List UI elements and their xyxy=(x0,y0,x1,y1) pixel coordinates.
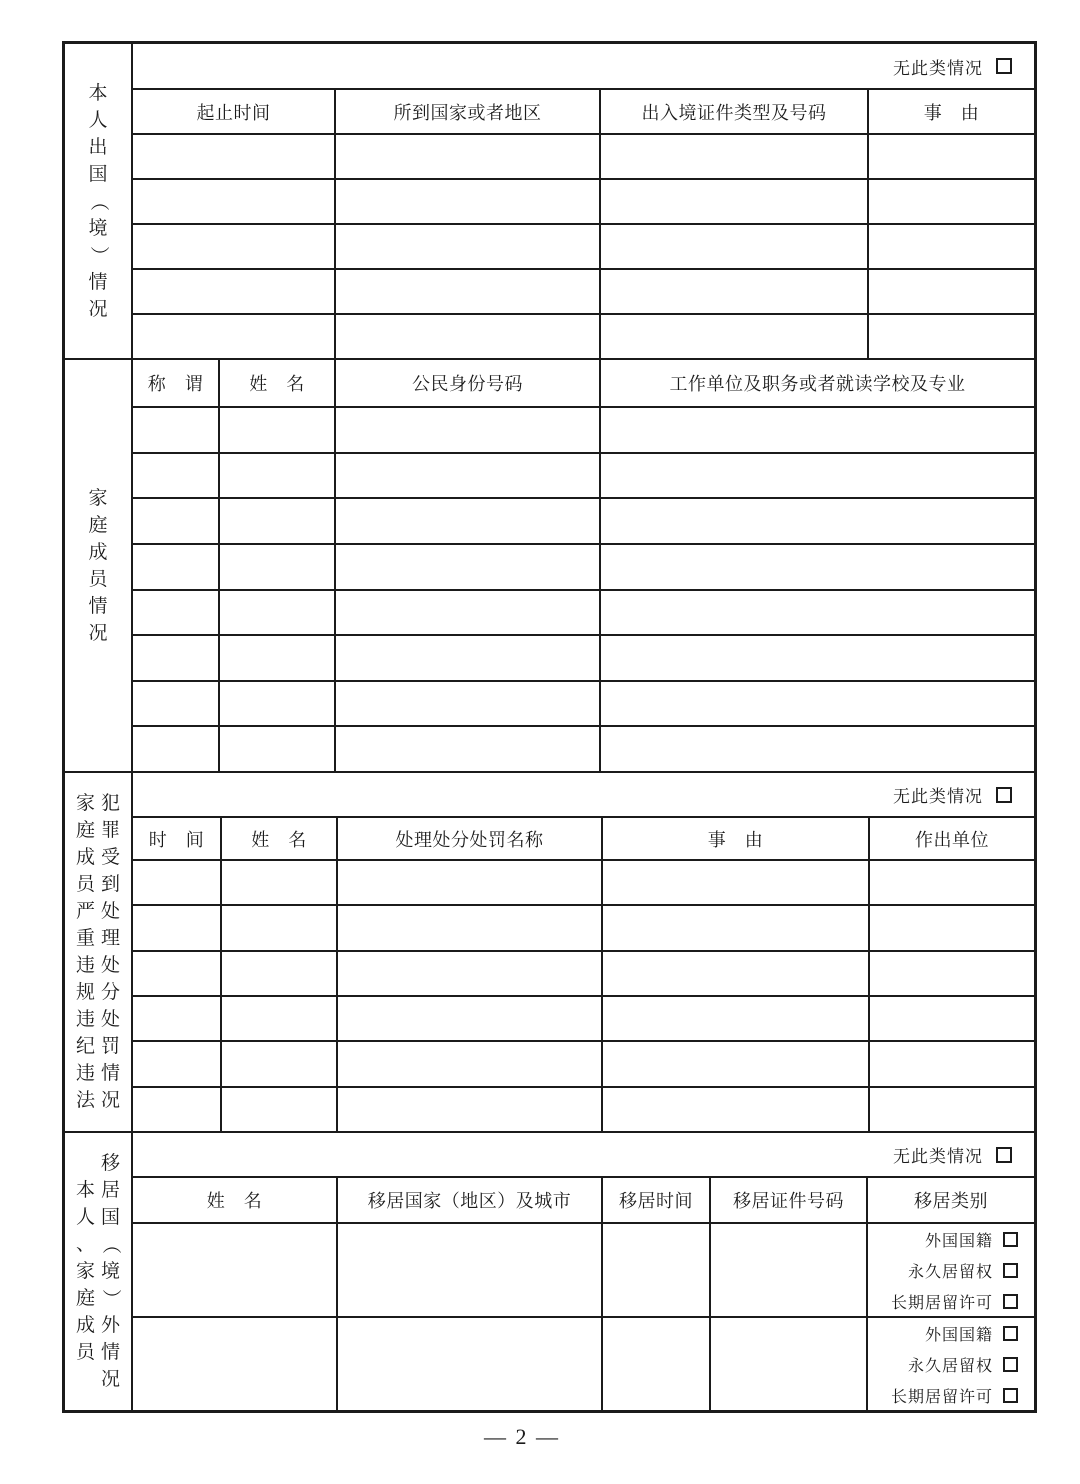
data-cell xyxy=(336,315,601,358)
section-label-char: 严 xyxy=(75,901,95,922)
section-emigration xyxy=(65,1133,1034,1410)
data-cell xyxy=(133,454,220,498)
section-label-char: 出 xyxy=(88,136,108,158)
emigration-option xyxy=(868,1259,1018,1282)
section-label-char: 成 xyxy=(75,847,95,868)
data-cell xyxy=(336,270,601,313)
section-label-char: 员 xyxy=(88,568,108,590)
section-label-char: （ xyxy=(87,191,109,211)
column-header-label: 称 谓 xyxy=(147,374,204,394)
data-cell xyxy=(133,682,220,726)
section-label-char: 情 xyxy=(88,595,108,617)
data-cell xyxy=(601,636,1034,680)
data-cell xyxy=(133,1042,222,1085)
table-row xyxy=(133,545,1034,591)
data-cell xyxy=(870,861,1034,904)
section-label-column xyxy=(75,790,96,1114)
data-cell xyxy=(603,906,870,949)
data-cell xyxy=(133,906,222,949)
table-row xyxy=(133,135,1034,180)
data-cell xyxy=(601,499,1034,543)
data-cell xyxy=(869,225,1034,268)
data-cell xyxy=(603,952,870,995)
column-header xyxy=(601,360,1034,406)
data-cell xyxy=(601,591,1034,635)
column-header-label: 事 由 xyxy=(923,102,980,123)
no-case-checkbox[interactable] xyxy=(996,1147,1012,1163)
personal-matters-form xyxy=(62,41,1037,1413)
data-cell xyxy=(603,1318,711,1410)
section-content-personal-abroad xyxy=(133,44,1034,358)
data-cell xyxy=(222,906,338,949)
data-cell xyxy=(601,682,1034,726)
section-label-char: 况 xyxy=(100,1369,120,1390)
section-label-char: 境 xyxy=(88,217,108,239)
emigration-option-checkbox[interactable] xyxy=(1003,1263,1018,1278)
section-label-char: 理 xyxy=(100,928,120,949)
emigration-option-label: 永久居留权 xyxy=(907,1263,993,1281)
data-cell xyxy=(133,225,336,268)
data-cell xyxy=(338,906,603,949)
section-label-char: 纪 xyxy=(75,1036,95,1057)
data-cell xyxy=(222,1042,338,1085)
section-content-emigration xyxy=(133,1133,1034,1410)
data-cell xyxy=(133,861,222,904)
section-label-char: 犯 xyxy=(100,793,120,814)
section-label-char: 况 xyxy=(88,622,108,644)
section-label-char: 罚 xyxy=(100,1036,120,1057)
section-label-char: 家 xyxy=(75,1261,95,1282)
data-cell xyxy=(336,545,601,589)
section-label-char: 人 xyxy=(75,1207,95,1228)
table-row xyxy=(133,1042,1034,1087)
data-cell xyxy=(601,135,869,178)
data-cell xyxy=(220,545,336,589)
section-label-char: 庭 xyxy=(88,514,108,536)
data-cell xyxy=(133,727,220,771)
section-label-char: ） xyxy=(87,245,109,265)
table-row xyxy=(133,906,1034,951)
header-row xyxy=(133,1178,1034,1224)
column-header-label: 移居时间 xyxy=(619,1191,693,1211)
section-label-column xyxy=(75,1177,96,1366)
section-content-family-punishment xyxy=(133,773,1034,1131)
table-row xyxy=(133,408,1034,454)
emigration-option-label: 外国国籍 xyxy=(924,1232,993,1250)
section-label-column xyxy=(88,485,109,647)
data-cell xyxy=(133,1224,338,1316)
section-label-char: 家 xyxy=(75,793,95,814)
data-cell xyxy=(601,545,1034,589)
section-label-char: 违 xyxy=(75,1009,95,1030)
data-cell xyxy=(336,682,601,726)
column-header-label: 姓 名 xyxy=(251,829,307,850)
column-header xyxy=(133,90,336,133)
section-label-char: 人 xyxy=(88,109,108,131)
table-row xyxy=(133,727,1034,771)
data-cell xyxy=(336,180,601,223)
data-cell xyxy=(336,408,601,452)
section-label-char: 法 xyxy=(75,1090,95,1111)
data-cell xyxy=(222,1088,338,1131)
page-number: — 2 — xyxy=(484,1424,560,1449)
data-cell xyxy=(868,1318,1034,1410)
emigration-option xyxy=(868,1290,1018,1313)
column-header-label: 移居证件号码 xyxy=(733,1191,844,1211)
data-cell xyxy=(336,135,601,178)
section-label-family-punishment xyxy=(65,773,133,1131)
column-header-label: 起止时间 xyxy=(196,102,271,123)
data-cell xyxy=(601,225,869,268)
emigration-option-checkbox[interactable] xyxy=(1003,1326,1018,1341)
emigration-option-label: 长期居留许可 xyxy=(890,1294,993,1312)
section-label-char: 成 xyxy=(75,1315,95,1336)
section-label-char: 居 xyxy=(100,1180,120,1201)
section-label-char: 情 xyxy=(100,1342,120,1363)
data-cell xyxy=(603,1042,870,1085)
column-header xyxy=(870,818,1034,859)
section-label-char: 情 xyxy=(88,271,108,293)
data-cell xyxy=(133,315,336,358)
data-cell xyxy=(133,499,220,543)
column-header xyxy=(222,818,338,859)
column-header xyxy=(711,1178,868,1222)
column-header xyxy=(869,90,1034,133)
column-header xyxy=(220,360,336,406)
data-cell xyxy=(133,1088,222,1131)
column-header-label: 事 由 xyxy=(707,829,764,850)
section-label-column xyxy=(88,80,109,323)
data-cell xyxy=(603,861,870,904)
section-label-column xyxy=(100,1150,121,1393)
section-label-column xyxy=(100,790,121,1114)
emigration-option xyxy=(868,1228,1018,1251)
data-cell xyxy=(870,906,1034,949)
column-header-label: 姓 名 xyxy=(249,374,305,394)
data-cell xyxy=(869,180,1034,223)
section-label-char: （ xyxy=(100,1234,121,1254)
data-cell xyxy=(222,997,338,1040)
section-family-punishment xyxy=(65,773,1034,1133)
section-label-family-members xyxy=(65,360,133,771)
no-case-label: 无此类情况 xyxy=(893,787,983,806)
header-row xyxy=(133,90,1034,135)
data-cell xyxy=(133,180,336,223)
table-row xyxy=(133,861,1034,906)
no-case-checkbox[interactable] xyxy=(996,787,1012,803)
data-cell xyxy=(336,591,601,635)
section-label-char: 违 xyxy=(75,955,95,976)
data-cell xyxy=(711,1318,868,1410)
data-cell xyxy=(222,952,338,995)
data-cell xyxy=(601,315,869,358)
section-label-char: 外 xyxy=(100,1315,120,1336)
column-header xyxy=(336,90,601,133)
data-cell xyxy=(133,270,336,313)
section-label-char: 本 xyxy=(88,82,108,104)
data-cell xyxy=(220,636,336,680)
data-cell xyxy=(220,499,336,543)
data-cell xyxy=(601,180,869,223)
data-cell xyxy=(338,1318,603,1410)
data-cell xyxy=(870,1042,1034,1085)
no-case-label: 无此类情况 xyxy=(893,1147,983,1166)
table-row xyxy=(133,1318,1034,1410)
data-cell xyxy=(220,408,336,452)
header-row xyxy=(133,360,1034,408)
column-header xyxy=(338,1178,603,1222)
data-cell xyxy=(868,1224,1034,1316)
section-label-char: 违 xyxy=(75,1063,95,1084)
section-personal-abroad xyxy=(65,44,1034,360)
data-cell xyxy=(133,1318,338,1410)
data-cell xyxy=(338,952,603,995)
section-label-char: 员 xyxy=(75,874,95,895)
emigration-option-label: 外国国籍 xyxy=(924,1326,993,1344)
column-header-label: 作出单位 xyxy=(915,829,989,850)
data-cell xyxy=(338,997,603,1040)
table-row xyxy=(133,591,1034,637)
data-cell xyxy=(336,727,601,771)
section-label-char: 情 xyxy=(100,1063,120,1084)
data-cell xyxy=(133,591,220,635)
column-header-label: 移居国家（地区）及城市 xyxy=(367,1191,572,1211)
data-cell xyxy=(220,454,336,498)
data-cell xyxy=(711,1224,868,1316)
section-label-char: 况 xyxy=(100,1090,120,1111)
section-label-personal-abroad xyxy=(65,44,133,358)
data-cell xyxy=(133,636,220,680)
section-label-char: 到 xyxy=(100,874,120,895)
data-cell xyxy=(603,1088,870,1131)
data-cell xyxy=(601,408,1034,452)
emigration-option xyxy=(868,1322,1018,1345)
emigration-option-label: 永久居留权 xyxy=(907,1357,993,1375)
table-row xyxy=(133,1088,1034,1131)
section-label-char: 重 xyxy=(75,928,95,949)
section-content-family-members xyxy=(133,360,1034,771)
section-label-char: 处 xyxy=(100,901,120,922)
section-label-char: 庭 xyxy=(75,1288,95,1309)
section-label-char: 本 xyxy=(75,1180,95,1201)
header-row xyxy=(133,818,1034,861)
column-header xyxy=(868,1178,1034,1222)
table-row xyxy=(133,225,1034,270)
data-cell xyxy=(133,408,220,452)
data-cell xyxy=(601,270,869,313)
emigration-option xyxy=(868,1353,1018,1376)
section-label-char: 家 xyxy=(88,487,108,509)
emigration-option-checkbox[interactable] xyxy=(1003,1232,1018,1247)
data-cell xyxy=(869,135,1034,178)
emigration-option-checkbox[interactable] xyxy=(1003,1294,1018,1309)
data-cell xyxy=(133,545,220,589)
section-label-char: 规 xyxy=(75,982,95,1003)
column-header-label: 处理处分处罚名称 xyxy=(395,829,544,850)
data-cell xyxy=(220,727,336,771)
table-row xyxy=(133,997,1034,1042)
section-family-members xyxy=(65,360,1034,773)
no-case-row xyxy=(133,1133,1034,1178)
table-row xyxy=(133,952,1034,997)
data-cell xyxy=(869,315,1034,358)
emigration-option-checkbox[interactable] xyxy=(1003,1388,1018,1403)
table-row xyxy=(133,315,1034,358)
data-cell xyxy=(133,997,222,1040)
column-header-label: 姓 名 xyxy=(206,1191,263,1211)
data-cell xyxy=(870,997,1034,1040)
column-header xyxy=(336,360,601,406)
data-cell xyxy=(869,270,1034,313)
section-label-char: 、 xyxy=(75,1234,95,1255)
section-label-char: 境 xyxy=(100,1261,120,1282)
column-header-label: 所到国家或者地区 xyxy=(393,102,542,123)
data-cell xyxy=(338,861,603,904)
column-header xyxy=(603,818,870,859)
section-label-char: 罪 xyxy=(100,820,120,841)
data-cell xyxy=(133,952,222,995)
no-case-row xyxy=(133,773,1034,818)
data-cell xyxy=(336,225,601,268)
no-case-checkbox[interactable] xyxy=(996,58,1012,74)
emigration-option-checkbox[interactable] xyxy=(1003,1357,1018,1372)
no-case-label: 无此类情况 xyxy=(893,58,983,78)
data-cell xyxy=(870,1088,1034,1131)
data-cell xyxy=(338,1042,603,1085)
section-label-emigration xyxy=(65,1133,133,1410)
data-cell xyxy=(336,636,601,680)
data-cell xyxy=(601,727,1034,771)
data-cell xyxy=(222,861,338,904)
table-row xyxy=(133,499,1034,545)
table-row xyxy=(133,1224,1034,1318)
column-header xyxy=(133,1178,338,1222)
column-header-label: 时 间 xyxy=(148,829,205,850)
section-label-char: 员 xyxy=(75,1342,95,1363)
section-label-char: 受 xyxy=(100,847,120,868)
data-cell xyxy=(603,1224,711,1316)
data-cell xyxy=(338,1224,603,1316)
section-label-char: ） xyxy=(100,1288,121,1308)
table-row xyxy=(133,682,1034,728)
emigration-option xyxy=(868,1384,1018,1407)
data-cell xyxy=(870,952,1034,995)
data-cell xyxy=(338,1088,603,1131)
section-label-char: 分 xyxy=(100,982,120,1003)
column-header xyxy=(338,818,603,859)
data-cell xyxy=(220,682,336,726)
no-case-row xyxy=(133,44,1034,90)
data-cell xyxy=(220,591,336,635)
column-header xyxy=(133,360,220,406)
section-label-char: 国 xyxy=(100,1207,120,1228)
table-row xyxy=(133,270,1034,315)
column-header-label: 公民身份号码 xyxy=(412,374,523,394)
table-row xyxy=(133,454,1034,500)
section-label-char: 国 xyxy=(88,163,108,185)
column-header-label: 工作单位及职务或者就读学校及专业 xyxy=(669,374,966,394)
column-header-label: 移居类别 xyxy=(914,1191,988,1211)
column-header xyxy=(133,818,222,859)
section-label-char: 移 xyxy=(100,1153,120,1174)
column-header-label: 出入境证件类型及号码 xyxy=(641,102,827,123)
data-cell xyxy=(603,997,870,1040)
data-cell xyxy=(336,499,601,543)
data-cell xyxy=(336,454,601,498)
emigration-option-label: 长期居留许可 xyxy=(890,1388,993,1406)
section-label-char: 处 xyxy=(100,955,120,976)
data-cell xyxy=(601,454,1034,498)
table-row xyxy=(133,180,1034,225)
section-label-char: 庭 xyxy=(75,820,95,841)
column-header xyxy=(603,1178,711,1222)
data-cell xyxy=(133,135,336,178)
section-label-char: 况 xyxy=(88,298,108,320)
section-label-char: 成 xyxy=(88,541,108,563)
column-header xyxy=(601,90,869,133)
table-row xyxy=(133,636,1034,682)
section-label-char: 处 xyxy=(100,1009,120,1030)
